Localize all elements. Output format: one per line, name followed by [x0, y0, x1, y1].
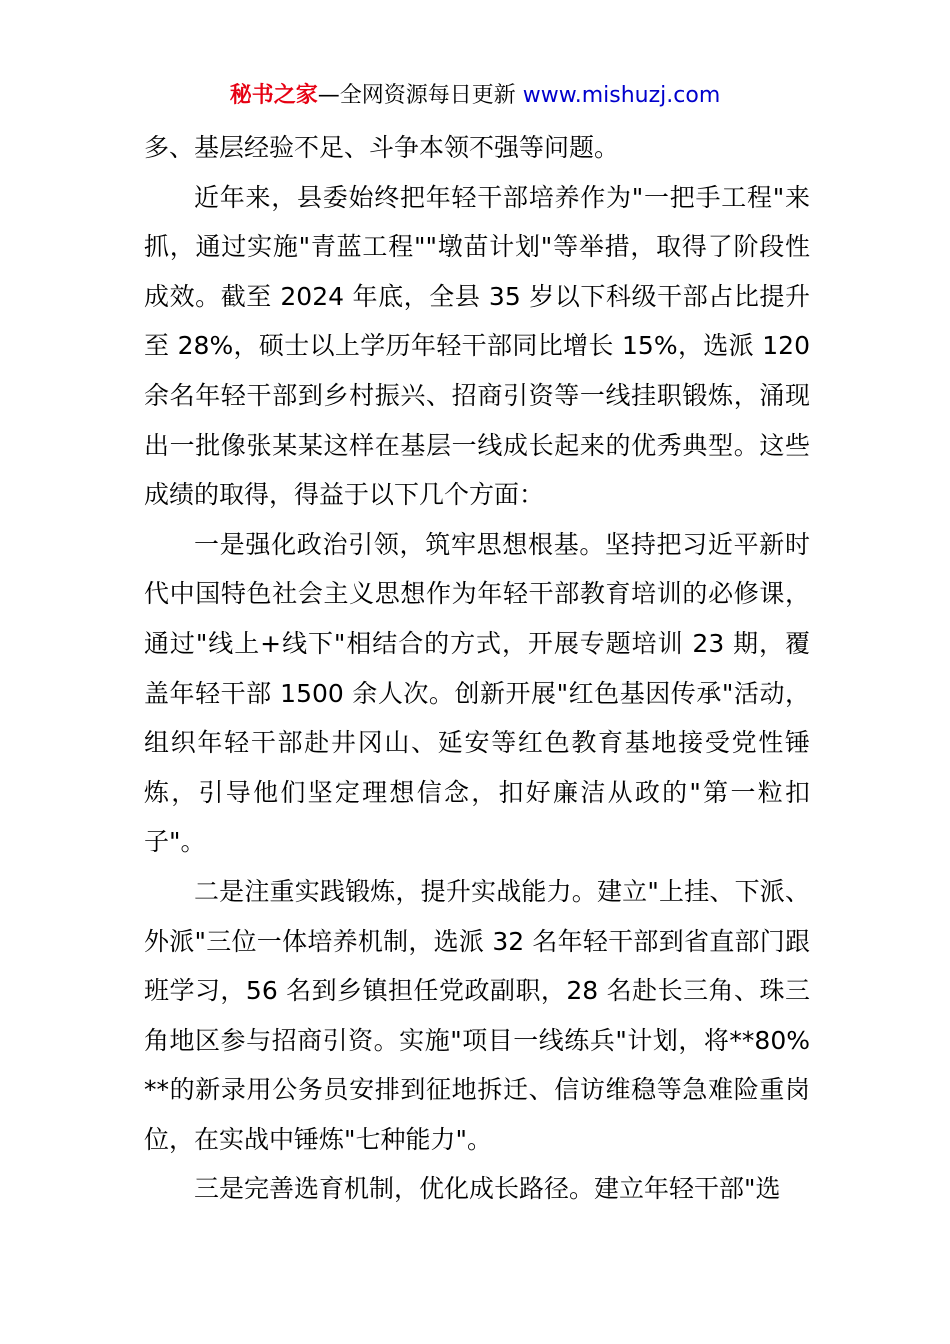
site-url-link[interactable]: www.mishuzj.com — [522, 83, 721, 108]
header-tagline: —全网资源每日更新 — [317, 83, 523, 108]
paragraph-practical-training: 二是注重实践锻炼，提升实战能力。建立"上挂、下派、外派"三位一体培养机制，选派 32 名年轻干部到省直部门跟班学习，56 名到乡镇担任党政副职，28 名赴长三角、珠三角地区参与招商引资。实施"项目一线练兵"计划，将**80%**的新录用公务员安排到征地拆迁、信访维稳等急难险重岗位，在实战中锤炼"七种能力"。 — [144, 876, 810, 1154]
site-header — [0, 80, 950, 112]
paragraph-achievements: 近年来，县委始终把年轻干部培养作为"一把手工程"来抓，通过实施"青蓝工程""墩苗计划"等举措，取得了阶段性成效。截至 2024 年底，全县 35 岁以下科级干部占比提升至 28%，硕士以上学历年轻干部同比增长 15%，选派 120 余名年轻干部到乡村振兴、招商引资等一线挂职锻炼，涌现出一批像张某某这样在基层一线成长起来的优秀典型。这些成绩的取得，得益于以下几个方面： — [144, 182, 810, 510]
document-body — [144, 123, 810, 1214]
paragraph-selection-mechanism: 三是完善选育机制，优化成长路径。建立年轻干部"选 — [194, 1174, 781, 1204]
paragraph-continuation: 多、基层经验不足、斗争本领不强等问题。 — [144, 133, 620, 162]
paragraph-political-guidance: 一是强化政治引领，筑牢思想根基。坚持把习近平新时代中国特色社会主义思想作为年轻干部教育培训的必修课，通过"线上+线下"相结合的方式，开展专题培训 23 期，覆盖年轻干部 1500 余人次。创新开展"红色基因传承"活动，组织年轻干部赴井冈山、延安等红色教育基地接受党性锤炼，引导他们坚定理想信念，扣好廉洁从政的"第一粒扣子"。 — [144, 529, 810, 857]
brand-name: 秘书之家 — [229, 83, 318, 108]
